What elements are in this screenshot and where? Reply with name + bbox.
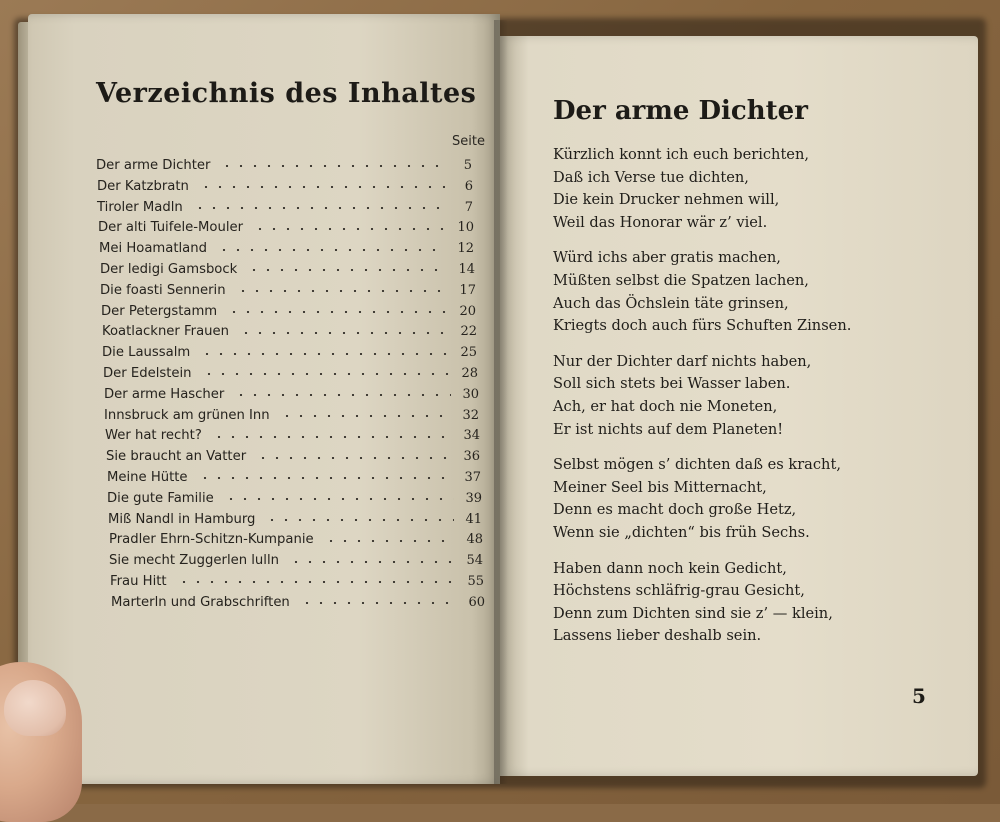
poem-line: Weil das Honorar wär z’ viel. [553,213,768,231]
toc-page-header: Seite [452,134,485,149]
toc-entry [96,218,488,239]
toc-entry-page: 28 [461,365,478,381]
poem-line: Denn es macht doch große Hetz, [553,501,797,519]
toc-entry-page: 34 [463,428,480,444]
toc-entry-title: Die foasti Sennerin [100,282,226,298]
poem-line: Nur der Dichter darf nichts haben, [553,352,812,370]
toc-list [96,156,488,614]
toc-entry [96,198,488,219]
toc-entry-leader [256,457,452,459]
toc-entry-title: Der ledigi Gamsbock [100,261,238,277]
toc-entry-leader [253,228,446,230]
toc-entry-page: 30 [462,386,479,402]
poem-line: Lassens lieber deshalb sein. [553,627,762,645]
toc-entry-title: Der Edelstein [103,365,192,381]
toc-entry-leader [300,602,457,604]
toc-entry-title: Mei Hoamatland [99,241,207,257]
poem-body [553,144,953,661]
toc-entry-page: 48 [466,532,483,548]
toc-entry [96,593,488,614]
toc-entry-page: 54 [466,553,483,569]
toc-entry-title: Die Laussalm [102,345,191,361]
toc-entry-page: 12 [457,241,474,257]
toc-entry-title: Frau Hitt [110,573,167,589]
poem-line: Meiner Seel bis Mitternacht, [553,478,767,496]
toc-entry-title: Der alti Tuifele-Mouler [98,220,244,236]
toc-entry [96,281,488,302]
toc-entry-page: 17 [459,282,476,298]
toc-entry-page: 41 [465,511,482,527]
poem-line: Daß ich Verse tue dichten, [553,168,749,186]
toc-entry [96,302,488,323]
toc-entry-leader [198,477,453,479]
toc-entry-leader [220,165,444,167]
toc-entry-leader [224,498,454,500]
toc-entry-title: Pradler Ehrn-Schitzn-Kumpanie [109,532,314,548]
toc-entry-title: Wer hat recht? [105,428,202,444]
toc-entry-leader [227,311,448,313]
poem-line: Würd ichs aber gratis machen, [553,249,781,267]
toc-entry-leader [247,269,447,271]
toc-entry-page: 60 [468,594,485,610]
toc-entry-leader [324,540,455,542]
poem-line: Müßten selbst die Spatzen lachen, [553,271,809,289]
poem-line: Selbst mögen s’ dichten daß es kracht, [553,456,841,474]
toc-entry-leader [236,290,448,292]
toc-entry-page: 10 [457,220,474,236]
page-number: 5 [912,684,926,708]
toc-entry-title: Der Katzbratn [97,178,189,194]
toc-entry-leader [280,415,451,417]
toc-entry-leader [289,561,455,563]
toc-entry-title: Meine Hütte [107,469,188,485]
toc-entry-title: Der Petergstamm [101,303,218,319]
toc-entry [96,510,488,531]
poem-line: Auch das Öchslein täte grinsen, [553,294,789,312]
toc-entry-page: 20 [459,303,476,319]
toc-entry-title: Der arme Hascher [104,386,225,402]
toc-entry [96,156,488,177]
toc-entry-leader [202,373,450,375]
toc-entry-title: Der arme Dichter [96,158,211,173]
toc-entry-page: 14 [458,261,475,277]
toc-entry-page: 37 [464,469,481,485]
toc-entry [96,406,488,427]
toc-entry [96,530,488,551]
toc-entry-title: Sie braucht an Vatter [106,449,247,465]
toc-entry-title: Sie mecht Zuggerlen lulln [109,553,279,569]
poem-line: Kriegts doch auch fürs Schuften Zinsen. [553,317,852,335]
toc-entry-page: 36 [463,449,480,465]
toc-entry-leader [217,249,446,251]
toc-entry-title: Koatlackner Frauen [102,324,229,340]
toc-entry-page: 25 [460,345,477,361]
toc-entry-page: 7 [464,199,473,215]
poem-line: Die kein Drucker nehmen will, [553,191,780,209]
poem-line: Denn zum Dichten sind sie z’ — klein, [553,604,833,622]
poem-line: Haben dann noch kein Gedicht, [553,559,787,577]
toc-entry-page: 39 [465,490,482,506]
poem-stanza [553,558,953,648]
toc-entry [96,177,488,198]
poem-line: Ach, er hat doch nie Moneten, [553,397,778,415]
toc-entry [96,385,488,406]
poem-line: Kürzlich konnt ich euch berichten, [553,146,809,163]
toc-entry-leader [193,207,445,209]
poem-line: Wenn sie „dichten“ bis früh Sechs. [553,523,810,541]
toc-entry-title: Miß Nandl in Hamburg [108,511,256,527]
poem-stanza [553,351,953,441]
toc-entry [96,426,488,447]
toc-entry-leader [199,186,445,188]
toc-entry [96,343,488,364]
poem-title: Der arme Dichter [553,96,808,126]
poem-line: Höchstens schläfrig-grau Gesicht, [553,582,805,600]
poem-stanza [553,247,953,337]
poem-line: Er ist nichts auf dem Planeten! [553,420,784,438]
poem-stanza [553,454,953,544]
toc-entry [96,489,488,510]
toc-title: Verzeichnis des Inhaltes [96,78,477,109]
toc-entry [96,260,488,281]
toc-entry-title: Die gute Familie [107,490,214,506]
toc-entry-leader [177,581,456,583]
toc-entry-page: 5 [463,158,472,173]
toc-entry-page: 55 [467,573,484,589]
toc-entry-leader [265,519,454,521]
toc-entry [96,322,488,343]
toc-entry-page: 22 [460,324,477,340]
toc-entry-title: Marterln und Grabschriften [111,594,290,610]
toc-entry-page: 6 [464,178,473,194]
toc-entry-page: 32 [462,407,479,423]
toc-entry-leader [239,332,449,334]
poem-stanza [553,144,953,234]
toc-entry [96,468,488,489]
toc-entry [96,239,488,260]
book-gutter [494,20,508,784]
toc-entry-leader [234,394,451,396]
toc-entry-leader [212,436,452,438]
toc-entry [96,572,488,593]
poem-line: Soll sich stets bei Wasser laben. [553,375,791,393]
toc-entry-leader [200,353,449,355]
toc-entry-title: Tiroler Madln [97,199,183,215]
toc-entry [96,447,488,468]
toc-entry [96,364,488,385]
toc-entry [96,551,488,572]
toc-entry-title: Innsbruck am grünen Inn [104,407,270,423]
